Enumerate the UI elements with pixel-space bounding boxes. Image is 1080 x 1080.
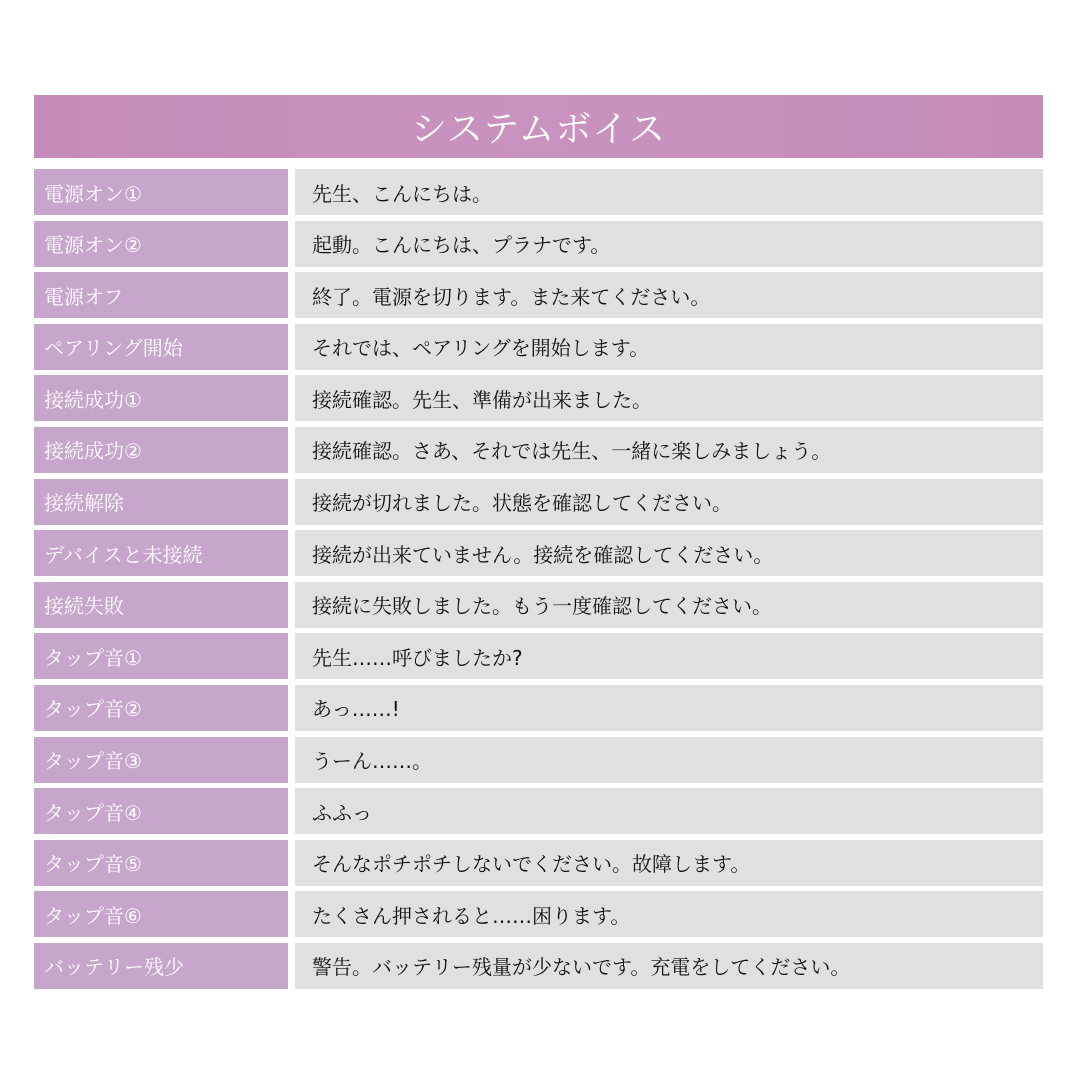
row-label: タップ音⑥ xyxy=(34,891,288,937)
row-text: うーん……。 xyxy=(295,737,1043,783)
row-label: 電源オン② xyxy=(34,221,288,267)
row-text: それでは、ペアリングを開始します。 xyxy=(295,324,1043,370)
row-label: タップ音② xyxy=(34,685,288,731)
table-row xyxy=(34,943,1043,989)
table-row xyxy=(34,891,1043,937)
table-rows xyxy=(34,169,1043,989)
row-label: 接続解除 xyxy=(34,479,288,525)
table-row xyxy=(34,221,1043,267)
table-row xyxy=(34,685,1043,731)
table-row xyxy=(34,272,1043,318)
row-text: 警告。バッテリー残量が少ないです。充電をしてください。 xyxy=(295,943,1043,989)
row-text: たくさん押されると……困ります。 xyxy=(295,891,1043,937)
table-row xyxy=(34,788,1043,834)
row-text: 接続が出来ていません。接続を確認してください。 xyxy=(295,530,1043,576)
table-row xyxy=(34,530,1043,576)
table-row xyxy=(34,169,1043,215)
table-row xyxy=(34,427,1043,473)
row-text: 接続確認。先生、準備が出来ました。 xyxy=(295,375,1043,421)
table-row xyxy=(34,633,1043,679)
table-title: システムボイス xyxy=(34,95,1043,158)
row-label: 電源オフ xyxy=(34,272,288,318)
table-row xyxy=(34,737,1043,783)
row-text: 起動。こんにちは、プラナです。 xyxy=(295,221,1043,267)
table-row xyxy=(34,324,1043,370)
row-text: 接続が切れました。状態を確認してください。 xyxy=(295,479,1043,525)
row-text: 接続確認。さあ、それでは先生、一緒に楽しみましょう。 xyxy=(295,427,1043,473)
system-voice-table xyxy=(34,95,1043,995)
table-row xyxy=(34,582,1043,628)
table-row xyxy=(34,479,1043,525)
row-label: 接続失敗 xyxy=(34,582,288,628)
row-text: あっ……! xyxy=(295,685,1043,731)
row-text: 接続に失敗しました。もう一度確認してください。 xyxy=(295,582,1043,628)
row-label: 接続成功② xyxy=(34,427,288,473)
table-row xyxy=(34,375,1043,421)
row-text: ふふっ xyxy=(295,788,1043,834)
row-label: タップ音③ xyxy=(34,737,288,783)
row-text: そんなポチポチしないでください。故障します。 xyxy=(295,840,1043,886)
row-text: 先生、こんにちは。 xyxy=(295,169,1043,215)
row-text: 終了。電源を切ります。また来てください。 xyxy=(295,272,1043,318)
row-label: タップ音④ xyxy=(34,788,288,834)
row-label: デバイスと未接続 xyxy=(34,530,288,576)
row-label: 電源オン① xyxy=(34,169,288,215)
row-label: タップ音⑤ xyxy=(34,840,288,886)
row-label: 接続成功① xyxy=(34,375,288,421)
table-row xyxy=(34,840,1043,886)
row-label: ペアリング開始 xyxy=(34,324,288,370)
row-text: 先生……呼びましたか? xyxy=(295,633,1043,679)
row-label: タップ音① xyxy=(34,633,288,679)
row-label: バッテリー残少 xyxy=(34,943,288,989)
